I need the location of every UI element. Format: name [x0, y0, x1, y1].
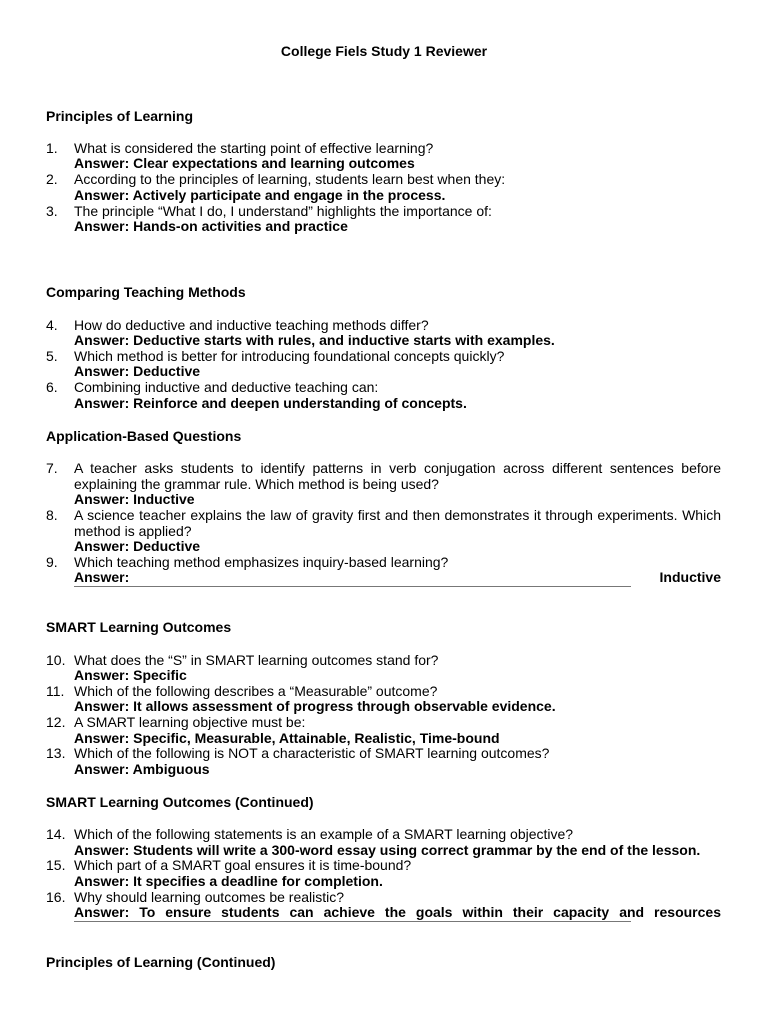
answer-text: Answer: Deductive: [74, 363, 201, 379]
answer-text: Answer: Clear expectations and learning outcomes: [74, 155, 415, 171]
question-text: Which of the following is NOT a characteristic of SMART learning outcomes?: [74, 745, 550, 761]
section-heading-principles-continued: Principles of Learning (Continued): [46, 954, 276, 970]
question-number: 16.: [46, 889, 66, 905]
answer-label: Answer:: [74, 569, 130, 585]
answer-text: Answer: It allows assessment of progress through observable evidence.: [74, 698, 556, 714]
question-text: How do deductive and inductive teaching methods differ?: [74, 317, 429, 333]
question-number: 10.: [46, 652, 66, 668]
question-number: 9.: [46, 554, 58, 570]
question-number: 5.: [46, 348, 58, 364]
answer-underline: [74, 586, 631, 587]
question-number: 6.: [46, 379, 58, 395]
answer-text: Answer: To ensure students can achieve the goals within their capacity and resources: [74, 904, 721, 920]
question-text: Which of the following statements is an example of a SMART learning objective?: [74, 826, 574, 842]
answer-text: Answer: Ambiguous: [74, 761, 210, 777]
question-number: 15.: [46, 857, 66, 873]
question-text: Which part of a SMART goal ensures it is time-bound?: [74, 857, 412, 873]
question-number: 13.: [46, 745, 66, 761]
answer-text: Answer: Specific: [74, 667, 187, 683]
question-number: 8.: [46, 507, 58, 523]
question-text: What is considered the starting point of effective learning?: [74, 140, 434, 156]
section-heading-smart-continued: SMART Learning Outcomes (Continued): [46, 794, 314, 810]
answer-underline: [74, 921, 631, 922]
question-number: 7.: [46, 460, 58, 476]
answer-text: Answer: Inductive: [74, 491, 195, 507]
question-text: A SMART learning objective must be:: [74, 714, 306, 730]
question-text: According to the principles of learning, students learn best when they:: [74, 171, 506, 187]
section-heading-smart: SMART Learning Outcomes: [46, 619, 232, 635]
question-text: Which of the following describes a “Measurable” outcome?: [74, 683, 438, 699]
question-text: The principle “What I do, I understand” highlights the importance of:: [74, 203, 492, 219]
question-text: Which method is better for introducing foundational concepts quickly?: [74, 348, 505, 364]
answer-text: Answer: Specific, Measurable, Attainable, Realistic, Time-bound: [74, 730, 500, 746]
answer-value: Inductive: [659, 569, 721, 585]
question-text: Combining inductive and deductive teaching can:: [74, 379, 379, 395]
question-number: 2.: [46, 171, 58, 187]
question-text: A teacher asks students to identify patterns in verb conjugation across different sentences before explaining the grammar rule. Which method is being used?: [74, 460, 721, 492]
question-number: 11.: [46, 683, 65, 699]
answer-text: Answer: Deductive starts with rules, and inductive starts with examples.: [74, 332, 555, 348]
question-number: 12.: [46, 714, 66, 730]
question-text: A science teacher explains the law of gravity first and then demonstrates it through experiments. Which method is applied?: [74, 507, 721, 539]
question-number: 14.: [46, 826, 66, 842]
answer-text: Answer: It specifies a deadline for completion.: [74, 873, 383, 889]
section-heading-application: Application-Based Questions: [46, 428, 242, 444]
question-text: Why should learning outcomes be realistic?: [74, 889, 345, 905]
answer-text: Answer: Deductive: [74, 538, 201, 554]
answer-text: Answer: Hands-on activities and practice: [74, 218, 348, 234]
question-number: 3.: [46, 203, 58, 219]
answer-text: Answer: Actively participate and engage in the process.: [74, 187, 446, 203]
question-number: 4.: [46, 317, 58, 333]
document-title: College Fiels Study 1 Reviewer: [280, 43, 488, 59]
question-number: 1.: [46, 140, 58, 156]
question-text: Which teaching method emphasizes inquiry-based learning?: [74, 554, 449, 570]
answer-text: Answer: Students will write a 300-word essay using correct grammar by the end of the lesson.: [74, 842, 701, 858]
question-text: What does the “S” in SMART learning outcomes stand for?: [74, 652, 439, 668]
answer-text: Answer: Reinforce and deepen understanding of concepts.: [74, 395, 467, 411]
section-heading-comparing: Comparing Teaching Methods: [46, 284, 246, 300]
section-heading-principles: Principles of Learning: [46, 108, 194, 124]
